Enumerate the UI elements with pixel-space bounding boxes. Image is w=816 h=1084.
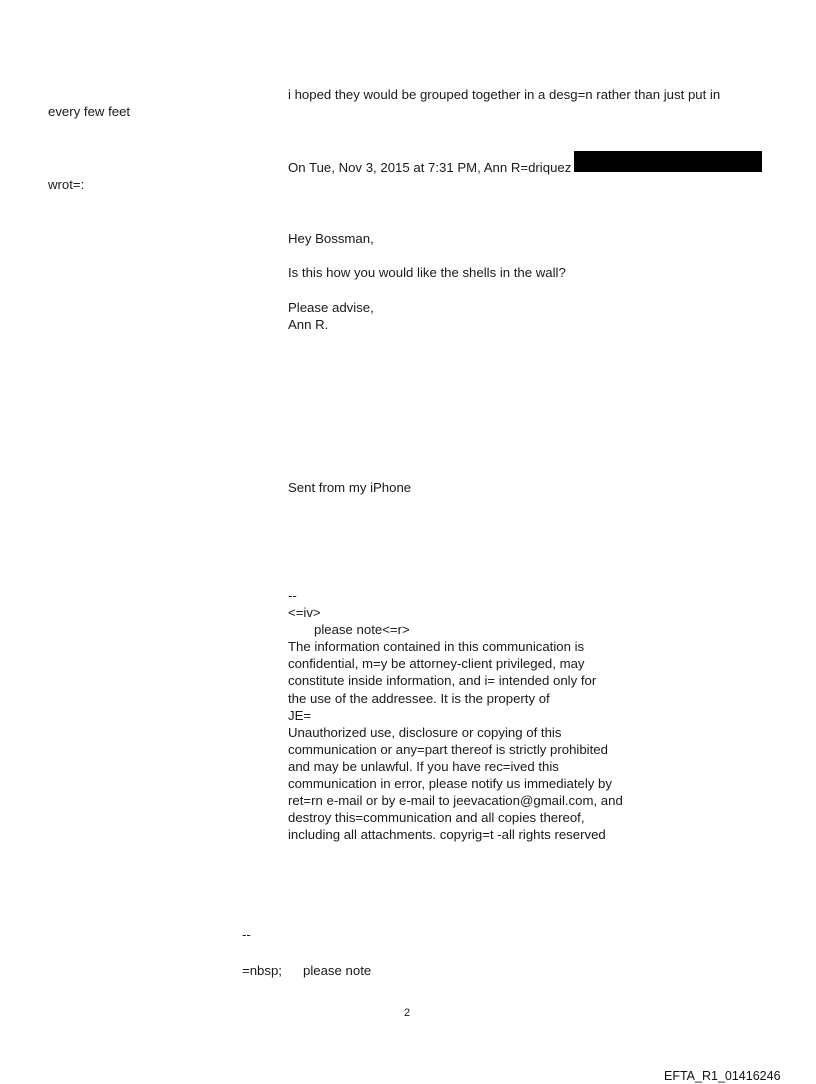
- disclaimer-line: JE=: [288, 707, 312, 723]
- disclaimer-line: Unauthorized use, disclosure or copying of this: [288, 724, 562, 740]
- signature: Ann R.: [288, 317, 329, 332]
- footer-nbsp: =nbsp;: [242, 963, 282, 978]
- disclaimer-div-tag: <=iv>: [288, 605, 321, 621]
- disclaimer-line: The information contained in this communication is: [288, 639, 585, 655]
- redaction-bar: [574, 151, 762, 172]
- footer-separator: --: [242, 927, 251, 942]
- disclaimer-line: ret=rn e-mail or by e-mail to jeevacation@gmail.com, and: [288, 793, 623, 809]
- disclaimer-separator: --: [288, 588, 297, 603]
- disclaimer-line: constitute inside information, and i= intended only for: [288, 673, 597, 689]
- reply-line-1: i hoped they would be grouped together in a desg=n rather than just put in: [288, 87, 721, 102]
- disclaimer-line: confidential, m=y be attorney-client privileged, may: [288, 656, 585, 672]
- disclaimer-line: communication or any=part thereof is strictly prohibited: [288, 741, 608, 757]
- document-id: EFTA_R1_01416246: [664, 1068, 781, 1083]
- disclaimer-line: the use of the addressee. It is the property of: [288, 690, 550, 706]
- greeting: Hey Bossman,: [288, 231, 374, 246]
- page-number: 2: [404, 1007, 411, 1019]
- quote-header: On Tue, Nov 3, 2015 at 7:31 PM, Ann R=driquez: [288, 160, 572, 175]
- reply-line-2: every few feet: [48, 104, 131, 119]
- disclaimer-line: and may be unlawful. If you have rec=ived this: [288, 758, 559, 774]
- footer-note: please note: [303, 963, 372, 978]
- disclaimer-note-heading: please note<=r>: [314, 622, 410, 638]
- disclaimer-line: communication in error, please notify us immediately by: [288, 776, 612, 792]
- disclaimer-block: [288, 587, 623, 843]
- question: Is this how you would like the shells in the wall?: [288, 265, 566, 280]
- sent-from: Sent from my iPhone: [288, 480, 412, 495]
- disclaimer-line: including all attachments. copyrig=t -all rights reserved: [288, 827, 606, 843]
- quote-header-tail: wrot=:: [48, 177, 85, 192]
- disclaimer-line: destroy this=communication and all copies thereof,: [288, 810, 585, 826]
- signoff: Please advise,: [288, 300, 374, 315]
